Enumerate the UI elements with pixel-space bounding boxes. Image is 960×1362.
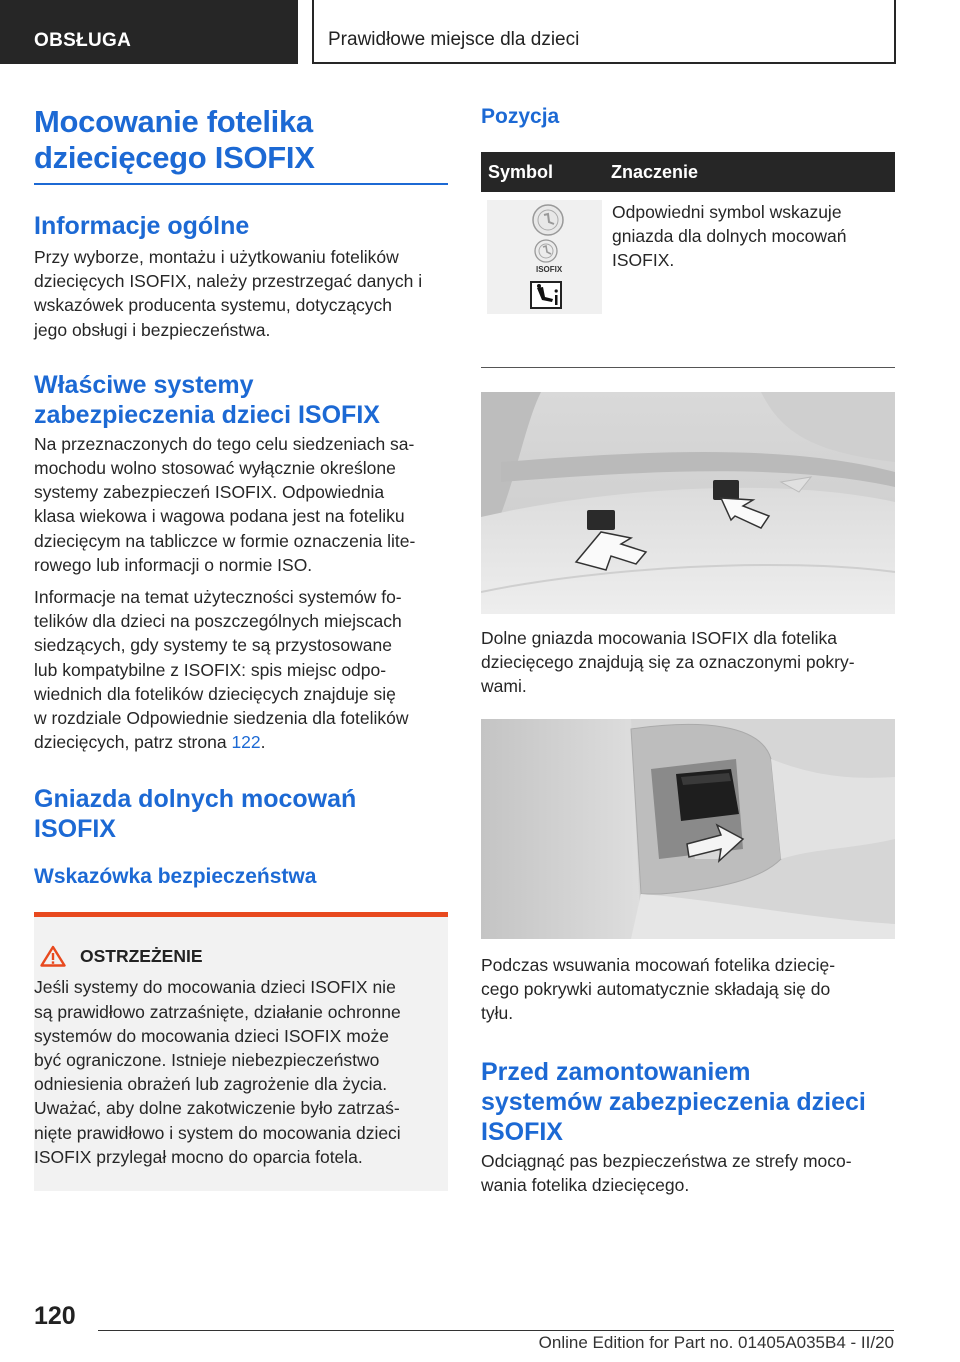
header-chapter-label: Prawidłowe miejsce dla dzieci — [328, 29, 580, 50]
symbol-table — [481, 152, 895, 368]
left-column — [34, 104, 448, 1191]
isofix-symbols-cell — [487, 200, 602, 314]
warning-box — [34, 912, 448, 1191]
warning-triangle-icon — [40, 945, 66, 967]
systems-text-2: Informacje na temat użyteczności systemów fo- telików dla dzieci na poszczególnych miejscach siedzących, gdy systemy te są przystosowane lub kompatybilne z ISOFIX: spis miejsc odpo- wiednich dla fotelików dziecięcych znajduje się w rozdziale Odpowiednie siedzenia dla fotelików dziecięcych, patrz strona 122. — [34, 587, 409, 753]
warning-title: OSTRZEŻENIE — [40, 945, 432, 967]
general-heading: Informacje ogólne — [34, 212, 250, 240]
systems-heading: Właściwe systemy zabezpieczenia dzieci ISOFIX — [34, 370, 380, 429]
isofix-label: ISOFIX — [536, 265, 563, 274]
before-text: Odciągnąć pas bezpieczeństwa ze strefy moco- wania fotelika dziecięcego. — [481, 1151, 852, 1196]
photo-seat-anchors — [481, 392, 895, 614]
sockets-heading: Gniazda dolnych mocowań ISOFIX — [34, 785, 357, 844]
caption-1: Dolne gniazda mocowania ISOFIX dla fotelika dziecięcego znajdują się za oznaczonymi pokry- wami. — [481, 628, 855, 697]
page-number: 120 — [34, 1302, 76, 1330]
isofix-seat-icon — [487, 200, 602, 314]
general-text: Przy wyborze, montażu i użytkowaniu fotelików dziecięcych ISOFIX, należy przestrzegać danych i wskazówek producenta systemu, dotyczących jego obsługi i bezpieczeństwa. — [34, 247, 423, 340]
safety-heading: Wskazówka bezpieczeństwa — [34, 865, 317, 889]
caption-2: Podczas wsuwania mocowań fotelika dziecię- cego pokrywki automatycznie składają się do tyłu. — [481, 954, 836, 1024]
symbol-table-row — [481, 192, 895, 368]
header-chapter-tab — [312, 0, 896, 64]
page-ref-link[interactable]: 122 — [231, 732, 261, 753]
col-meaning: Znaczenie — [611, 162, 699, 182]
footer-rule — [98, 1330, 894, 1331]
systems-text-1: Na przeznaczonych do tego celu siedzeniach sa- mochodu wolno stosować wyłącznie określone systemy zabezpieczeń ISOFIX. Odpowiednia klasa wiekowa i wagowa podana jest na foteliku dziecięcym na tabliczce w formie oznaczenia lite- rowego lub informacji o normie ISO. — [34, 433, 416, 575]
col-symbol: Symbol — [488, 162, 554, 182]
footer-edition: Online Edition for Part no. 01405A035B4 - II/20 — [538, 1333, 894, 1352]
warning-text: Jeśli systemy do mocowania dzieci ISOFIX nie są prawidłowo zatrzaśnięte, działanie ochronne systemów do mocowania dzieci ISOFIX może być ograniczone. Istnieje niebezpieczeństwo odniesienia obrażeń lub zagrożenie dla życia. Uważać, aby dolne zakotwiczenie było zatrzaś- nięte prawidłowo i system do mocowania dzieci ISOFIX przylegał mocno do oparcia fotela. — [34, 977, 401, 1167]
symbol-meaning: Odpowiedni symbol wskazuje gniazda dla dolnych mocowań ISOFIX. — [612, 202, 847, 271]
photo-anchor-cover — [481, 719, 895, 939]
title-rule — [34, 183, 448, 185]
position-heading: Pozycja — [481, 105, 560, 128]
before-heading: Przed zamontowaniem systemów zabezpieczenia dzieci ISOFIX — [481, 1058, 866, 1147]
symbol-table-header — [481, 152, 895, 192]
right-column — [481, 100, 895, 1198]
page-title: Mocowanie fotelika dziecięcego ISOFIX — [34, 104, 315, 175]
header-section-tab — [0, 0, 298, 64]
header-section-label: OBSŁUGA — [34, 30, 132, 51]
